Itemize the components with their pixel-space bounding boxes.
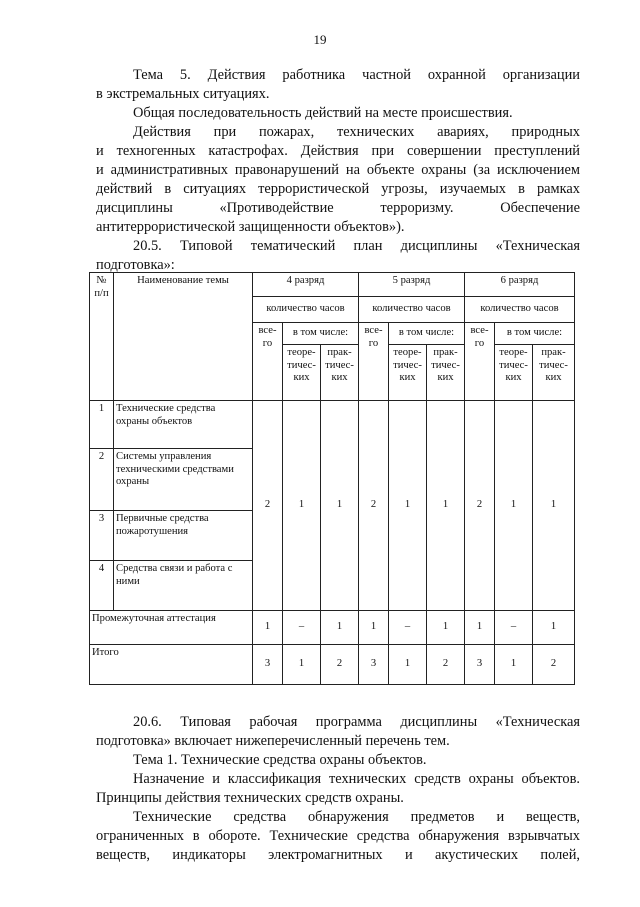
- total-practice-g6: 2: [533, 645, 575, 685]
- header-theory-g6: теоре-тичес-ких: [495, 345, 533, 401]
- section-20-6-heading: 20.6. Типовая рабочая программа дисциплины «Техническая подготовка» включает нижеперечисленный перечень тем.: [96, 714, 580, 749]
- topics-theory-g4: 1: [283, 401, 321, 611]
- header-including-g6: в том числе:: [495, 323, 575, 345]
- attestation-label: Промежуточная аттестация: [90, 611, 253, 645]
- attestation-practice-g6: 1: [533, 611, 575, 645]
- header-hours-g4: количество часов: [253, 297, 359, 323]
- header-total-g5: все-го: [359, 323, 389, 401]
- header-topic-name: Наименование темы: [114, 273, 253, 401]
- purpose-paragraph: Назначение и классификация технических средств охраны объектов. Принципы действия технических средств охраны.: [96, 771, 580, 806]
- detection-paragraph: Технические средства обнаружения предметов и веществ, ограниченных в обороте. Технические средства обнаружения взрывчатых веществ, индикаторы электромагнитных и акустических полей,: [96, 809, 580, 863]
- header-hours-g5: количество часов: [359, 297, 465, 323]
- header-including-g4: в том числе:: [283, 323, 359, 345]
- table-row: [90, 401, 575, 449]
- header-practice-g4: прак-тичес-ких: [321, 345, 359, 401]
- page-number: 19: [313, 32, 327, 47]
- header-grade4: 4 разряд: [253, 273, 359, 297]
- header-grade6: 6 разряд: [465, 273, 575, 297]
- header-including-g5: в том числе:: [389, 323, 465, 345]
- topic1-heading: Тема 1. Технические средства охраны объектов.: [133, 752, 427, 768]
- topic5-line2: в экстремальных ситуациях.: [96, 86, 270, 102]
- attestation-theory-g6: –: [495, 611, 533, 645]
- attestation-row: [90, 611, 575, 645]
- thematic-plan-table: [89, 272, 575, 685]
- attestation-total-g5: 1: [359, 611, 389, 645]
- total-practice-g4: 2: [321, 645, 359, 685]
- attestation-theory-g5: –: [389, 611, 427, 645]
- topic-name: Системы управления техническими средствами охраны: [114, 449, 253, 511]
- total-label: Итого: [90, 645, 253, 685]
- total-theory-g5: 1: [389, 645, 427, 685]
- header-practice-g6: прак-тичес-ких: [533, 345, 575, 401]
- topic-num: 4: [90, 561, 114, 611]
- topics-practice-g4: 1: [321, 401, 359, 611]
- section-20-5-heading: 20.5. Типовой тематический план дисциплины «Техническая подготовка»:: [96, 238, 580, 273]
- topics-total-g4: 2: [253, 401, 283, 611]
- total-theory-g4: 1: [283, 645, 321, 685]
- attestation-total-g4: 1: [253, 611, 283, 645]
- topic-num: 3: [90, 511, 114, 561]
- topic-num: 1: [90, 401, 114, 449]
- header-num: № п/п: [90, 273, 114, 401]
- topic-name: Первичные средства пожаротушения: [114, 511, 253, 561]
- attestation-practice-g5: 1: [427, 611, 465, 645]
- actions-paragraph: Действия при пожарах, технических авариях, природных и техногенных катастрофах. Действия при совершении преступлений и административных правонарушений на объекте охраны (за исключением действий в ситуациях террористической угрозы, изучаемых в рамках дисциплины «Противодействие терроризму. Обеспечение антитеррористической защищенности объектов»).: [96, 124, 580, 235]
- total-row: [90, 645, 575, 685]
- general-order-paragraph: Общая последовательность действий на месте происшествия.: [133, 105, 513, 121]
- topics-theory-g5: 1: [389, 401, 427, 611]
- total-total-g6: 3: [465, 645, 495, 685]
- topics-total-g6: 2: [465, 401, 495, 611]
- topic-name: Средства связи и работа с ними: [114, 561, 253, 611]
- total-total-g4: 3: [253, 645, 283, 685]
- header-hours-g6: количество часов: [465, 297, 575, 323]
- header-total-g4: все-го: [253, 323, 283, 401]
- topic-name: Технические средства охраны объектов: [114, 401, 253, 449]
- attestation-practice-g4: 1: [321, 611, 359, 645]
- topics-theory-g6: 1: [495, 401, 533, 611]
- topic-num: 2: [90, 449, 114, 511]
- header-theory-g5: теоре-тичес-ких: [389, 345, 427, 401]
- attestation-theory-g4: –: [283, 611, 321, 645]
- topics-practice-g6: 1: [533, 401, 575, 611]
- header-total-g6: все-го: [465, 323, 495, 401]
- topic5-heading: [96, 66, 580, 104]
- total-total-g5: 3: [359, 645, 389, 685]
- topic5-line1: Тема 5. Действия работника частной охранной организации: [133, 67, 580, 83]
- header-practice-g5: прак-тичес-ких: [427, 345, 465, 401]
- attestation-total-g6: 1: [465, 611, 495, 645]
- total-theory-g6: 1: [495, 645, 533, 685]
- topics-total-g5: 2: [359, 401, 389, 611]
- header-grade5: 5 разряд: [359, 273, 465, 297]
- total-practice-g5: 2: [427, 645, 465, 685]
- header-theory-g4: теоре-тичес-ких: [283, 345, 321, 401]
- topics-practice-g5: 1: [427, 401, 465, 611]
